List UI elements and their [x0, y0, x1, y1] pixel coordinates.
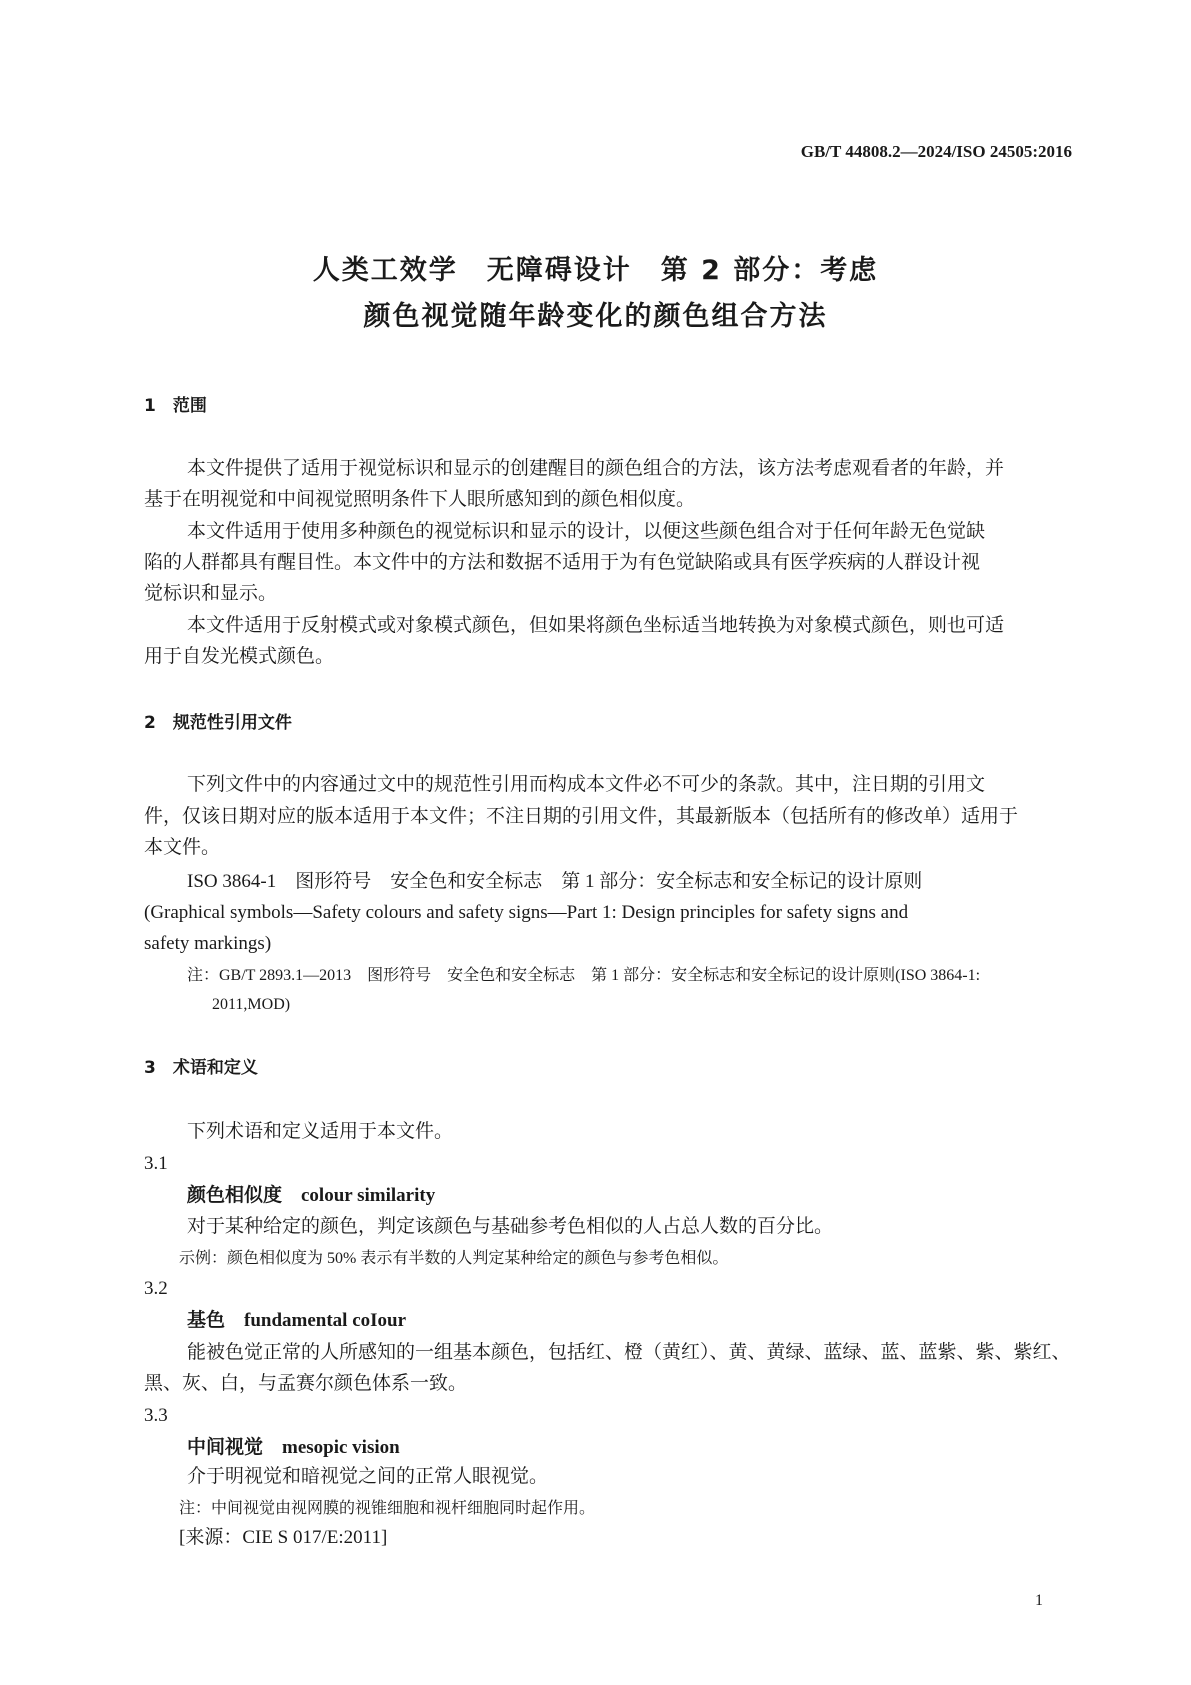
term-number: 3.2 — [144, 1278, 168, 1299]
paragraph-line: 下列文件中的内容通过文中的规范性引用而构成本文件必不可少的条款。其中，注日期的引用文 — [187, 774, 986, 795]
term-definition: 介于明视觉和暗视觉之间的正常人眼视觉。 — [187, 1466, 549, 1487]
page-number: 1 — [1035, 1592, 1043, 1609]
term-definition: 能被色觉正常的人所感知的一组基本颜色，包括红、橙（黄红）、黄、黄绿、蓝绿、蓝、蓝紫、紫、紫红、 — [187, 1342, 1071, 1363]
standard-number: GB/T 44808.2—2024/ISO 24505:2016 — [800, 142, 1072, 161]
paragraph-line: 本文件提供了适用于视觉标识和显示的创建醒目的颜色组合的方法，该方法考虑观看者的年龄，并 — [187, 458, 1005, 479]
section-3-heading: 3 术语和定义 — [144, 1058, 258, 1078]
paragraph-line: 陷的人群都具有醒目性。本文件中的方法和数据不适用于为有色觉缺陷或具有医学疾病的人群设计视 — [144, 552, 981, 573]
section-1-heading: 1 范围 — [144, 396, 207, 416]
term-definition: 黑、灰、白，与孟赛尔颜色体系一致。 — [144, 1373, 468, 1394]
note-line: 2011,MOD) — [212, 996, 291, 1013]
term-note: 注：中间视觉由视网膜的视锥细胞和视杆细胞同时起作用。 — [179, 1500, 596, 1517]
term-title: 颜色相似度 colour similarity — [187, 1185, 436, 1206]
section-2-heading: 2 规范性引用文件 — [144, 713, 292, 733]
paragraph-line: 下列术语和定义适用于本文件。 — [187, 1121, 454, 1142]
term-number: 3.1 — [144, 1153, 168, 1174]
paragraph-line: 件，仅该日期对应的版本适用于本文件；不注日期的引用文件，其最新版本（包括所有的修改单）适用于 — [144, 806, 1019, 827]
reference-line: ISO 3864-1 图形符号 安全色和安全标志 第 1 部分：安全标志和安全标记的设计原则 — [187, 871, 923, 892]
title-line-2: 颜色视觉随年龄变化的颜色组合方法 — [363, 301, 828, 332]
term-definition: 对于某种给定的颜色，判定该颜色与基础参考色相似的人占总人数的百分比。 — [187, 1216, 834, 1237]
note-line: 注：GB/T 2893.1—2013 图形符号 安全色和安全标志 第 1 部分：安全标志和安全标记的设计原则(ISO 3864-1: — [187, 967, 981, 984]
paragraph-line: 觉标识和显示。 — [144, 583, 278, 604]
reference-line: (Graphical symbols—Safety colours and safety signs—Part 1: Design principles for safety signs and — [144, 902, 909, 923]
paragraph-line: 本文件适用于使用多种颜色的视觉标识和显示的设计，以便这些颜色组合对于任何年龄无色觉缺 — [187, 521, 986, 542]
paragraph-line: 用于自发光模式颜色。 — [144, 646, 335, 667]
term-title: 基色 fundamental coIour — [187, 1310, 407, 1331]
term-example: 示例：颜色相似度为 50% 表示有半数的人判定某种给定的颜色与参考色相似。 — [179, 1250, 729, 1267]
term-number: 3.3 — [144, 1405, 168, 1426]
paragraph-line: 本文件。 — [144, 837, 221, 858]
paragraph-line: 本文件适用于反射模式或对象模式颜色，但如果将颜色坐标适当地转换为对象模式颜色，则也可适 — [187, 615, 1005, 636]
paragraph-line: 基于在明视觉和中间视觉照明条件下人眼所感知到的颜色相似度。 — [144, 489, 696, 510]
term-title: 中间视觉 mesopic vision — [187, 1437, 400, 1458]
reference-line: safety markings) — [144, 933, 272, 954]
title-line-1: 人类工效学 无障碍设计 第 2 部分：考虑 — [312, 255, 879, 286]
term-source: [来源：CIE S 017/E:2011] — [179, 1527, 388, 1548]
